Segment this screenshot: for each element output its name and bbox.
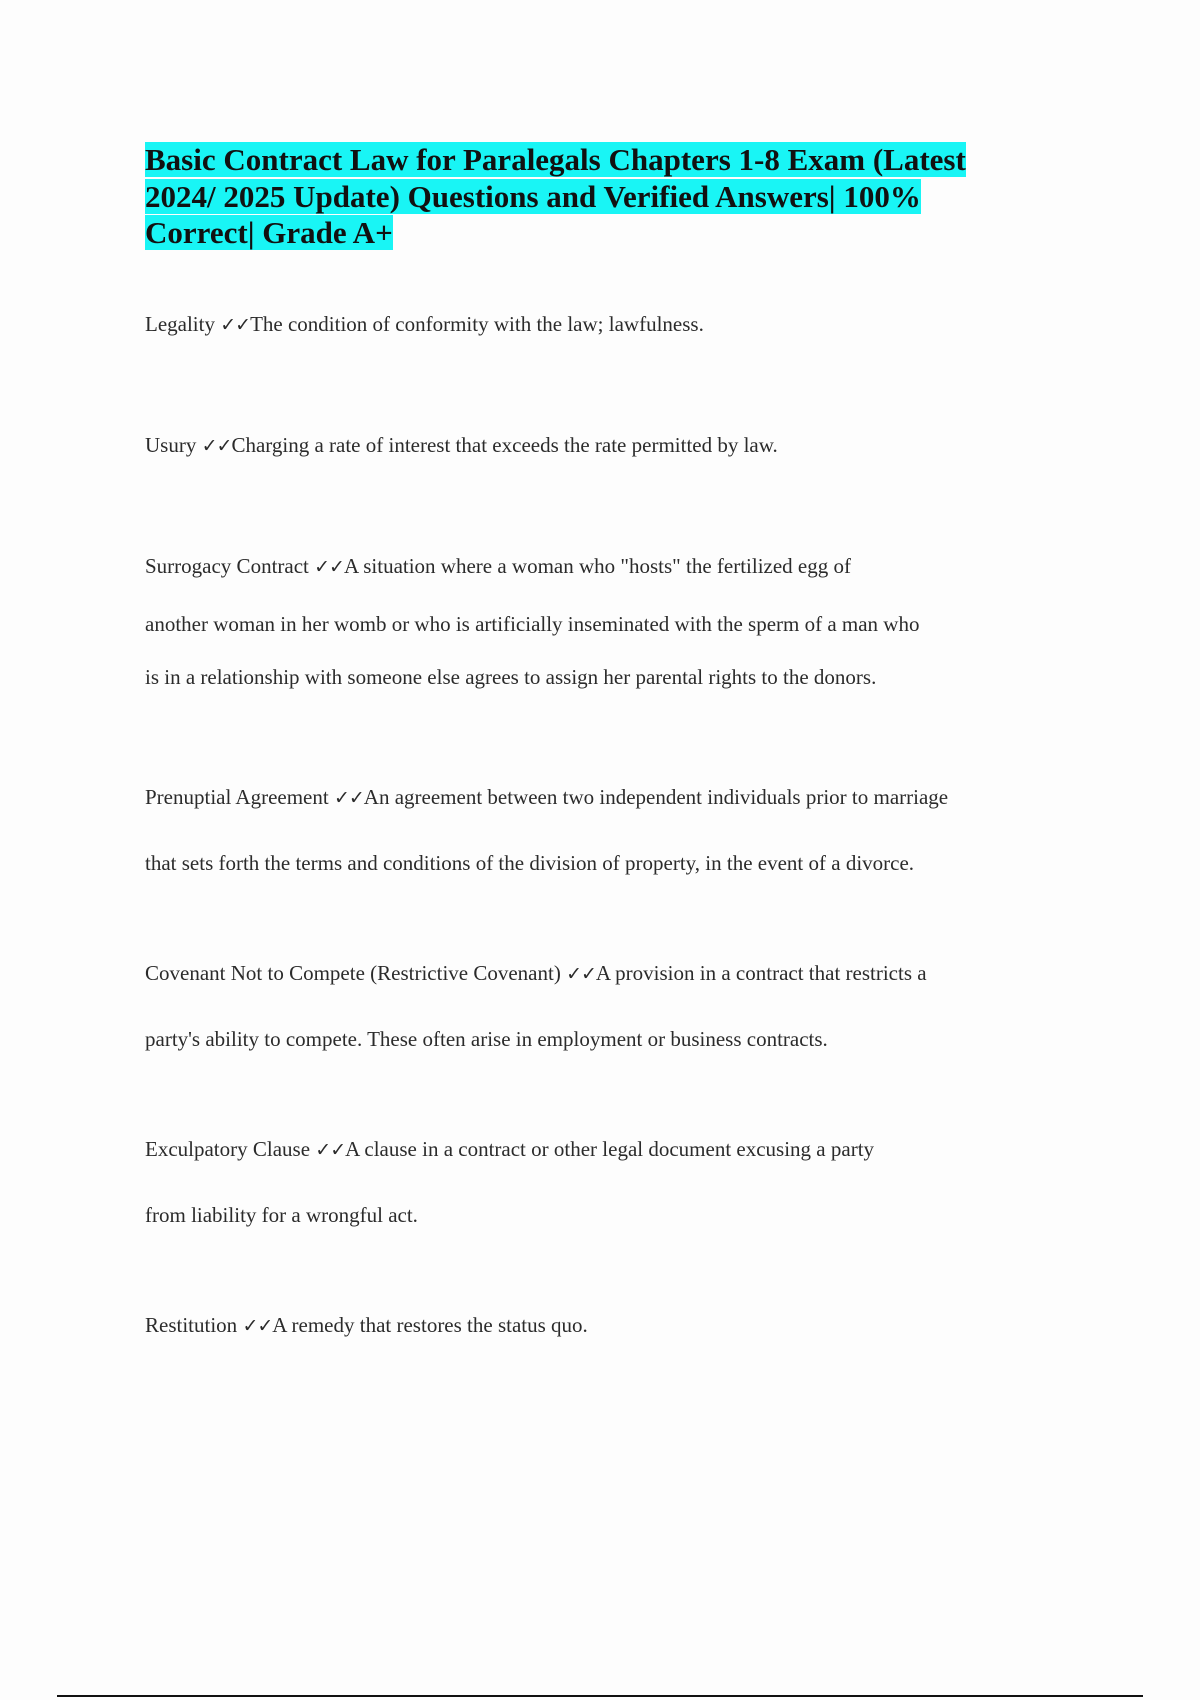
- entry-line: [145, 433, 778, 458]
- entry-definition-continued: is in a relationship with someone else agrees to assign her parental rights to the donors.: [145, 665, 877, 689]
- entry-definition: A remedy that restores the status quo.: [272, 1313, 588, 1337]
- entry-definition: An agreement between two independent individuals prior to marriage: [363, 785, 949, 809]
- entry-definition: A provision in a contract that restricts a: [595, 961, 927, 985]
- entry-definition-continued: from liability for a wrongful act.: [145, 1203, 418, 1227]
- entry-definition: Charging a rate of interest that exceeds the rate permitted by law.: [231, 433, 778, 457]
- entry-definition-continued: that sets forth the terms and conditions of the division of property, in the event of a divorce.: [145, 851, 915, 875]
- entry-term: Legality: [145, 312, 215, 336]
- entry-definition: The condition of conformity with the law; lawfulness.: [250, 312, 704, 336]
- double-check-icon: ✓✓: [333, 787, 364, 809]
- entry-definition-continued: party's ability to compete. These often arise in employment or business contracts.: [145, 1027, 828, 1051]
- entry-definition-continued: another woman in her womb or who is artificially inseminated with the sperm of a man who: [145, 612, 920, 636]
- entry-line: [145, 961, 927, 986]
- title-line-3: Correct| Grade A+: [145, 215, 393, 250]
- entry-term: Exculpatory Clause: [145, 1137, 311, 1161]
- entry-line: [145, 785, 948, 810]
- entry-line: [145, 554, 851, 579]
- entry-line: [145, 312, 704, 337]
- document-title: [145, 142, 1065, 252]
- entry-definition: A clause in a contract or other legal document excusing a party: [345, 1137, 875, 1161]
- double-check-icon: ✓✓: [566, 963, 596, 985]
- entry-term: Surrogacy Contract: [145, 554, 309, 578]
- entry-term: Usury: [145, 433, 197, 457]
- double-check-icon: ✓✓: [201, 435, 232, 457]
- double-check-icon: ✓✓: [315, 1139, 346, 1161]
- entry-term: Prenuptial Agreement: [145, 785, 329, 809]
- entry-line: [145, 1313, 588, 1338]
- title-line-2: 2024/ 2025 Update) Questions and Verified Answers| 100%: [145, 178, 921, 214]
- double-check-icon: ✓✓: [314, 556, 344, 578]
- entry-term: Restitution: [145, 1313, 238, 1337]
- entry-term: Covenant Not to Compete (Restrictive Covenant): [145, 961, 561, 985]
- entry-line: [145, 1137, 874, 1162]
- double-check-icon: ✓✓: [242, 1315, 273, 1337]
- double-check-icon: ✓✓: [220, 314, 251, 336]
- page-bottom-rule: [57, 1695, 1143, 1697]
- title-line-1: Basic Contract Law for Paralegals Chapters 1-8 Exam (Latest: [145, 142, 966, 177]
- entry-definition: A situation where a woman who "hosts" the fertilized egg of: [343, 554, 851, 578]
